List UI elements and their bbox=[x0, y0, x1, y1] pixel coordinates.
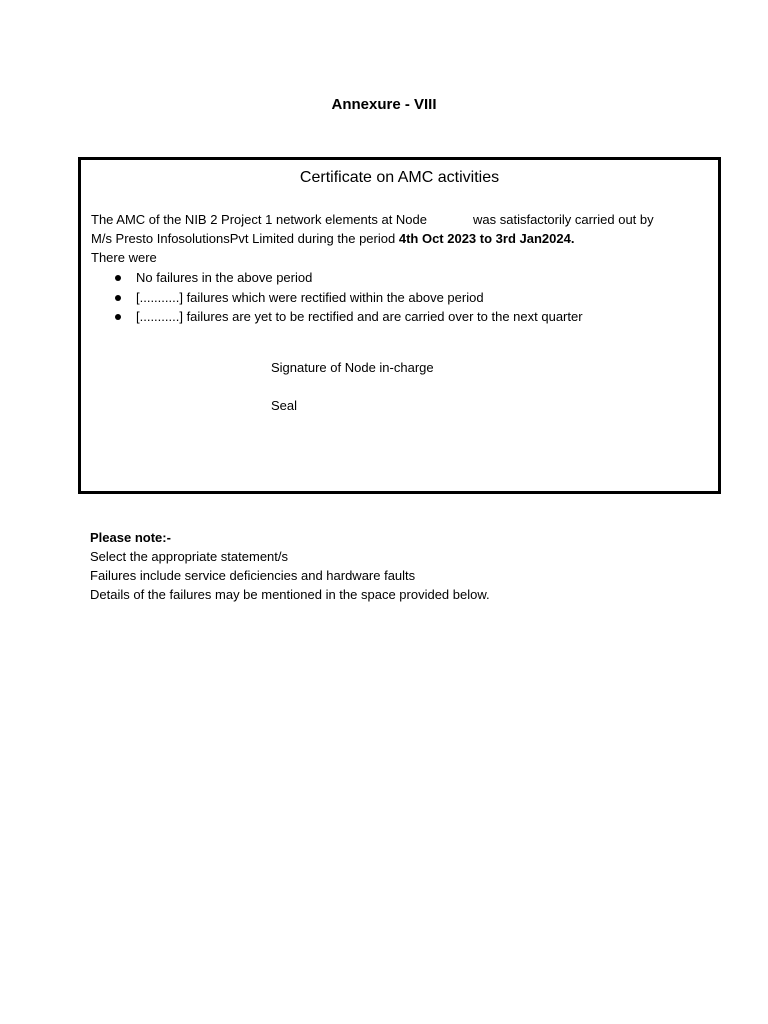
there-were-text: There were bbox=[91, 250, 157, 265]
certificate-title: Certificate on AMC activities bbox=[299, 169, 500, 186]
notes-heading: Please note:- bbox=[90, 530, 171, 545]
note-line: Details of the failures may be mentioned in the space provided below. bbox=[90, 587, 490, 602]
note-line: Failures include service deficiencies and hardware faults bbox=[90, 568, 416, 583]
option-text: [...........] failures are yet to be rectified and are carried over to the next quarter bbox=[136, 309, 583, 324]
service-period: 4th Oct 2023 to 3rd Jan2024. bbox=[398, 231, 575, 246]
notes-section bbox=[90, 528, 490, 604]
intro-line-2 bbox=[91, 229, 701, 248]
intro-text-line2: M/s Presto InfosolutionsPvt Limited during the period bbox=[91, 231, 396, 246]
intro-line-1 bbox=[91, 210, 701, 229]
option-text: [...........] failures which were rectified within the above period bbox=[136, 289, 484, 305]
certificate-box bbox=[78, 157, 721, 494]
failure-options-list bbox=[91, 268, 701, 327]
seal-label: Seal bbox=[271, 398, 298, 413]
bullet-icon bbox=[115, 314, 121, 320]
note-line: Select the appropriate statement/s bbox=[90, 549, 289, 564]
bullet-icon bbox=[115, 275, 121, 281]
list-item bbox=[91, 288, 701, 308]
intro-text-part2: was satisfactorily carried out by bbox=[473, 212, 654, 227]
annexure-title: Annexure - VIII bbox=[331, 96, 437, 113]
list-item bbox=[91, 268, 701, 288]
bullet-icon bbox=[115, 295, 121, 301]
certificate-body bbox=[91, 210, 701, 327]
list-item bbox=[91, 307, 701, 327]
intro-text-part1: The AMC of the NIB 2 Project 1 network elements at Node bbox=[91, 212, 427, 227]
signature-label: Signature of Node in-charge bbox=[271, 360, 434, 375]
option-text: No failures in the above period bbox=[136, 270, 313, 285]
